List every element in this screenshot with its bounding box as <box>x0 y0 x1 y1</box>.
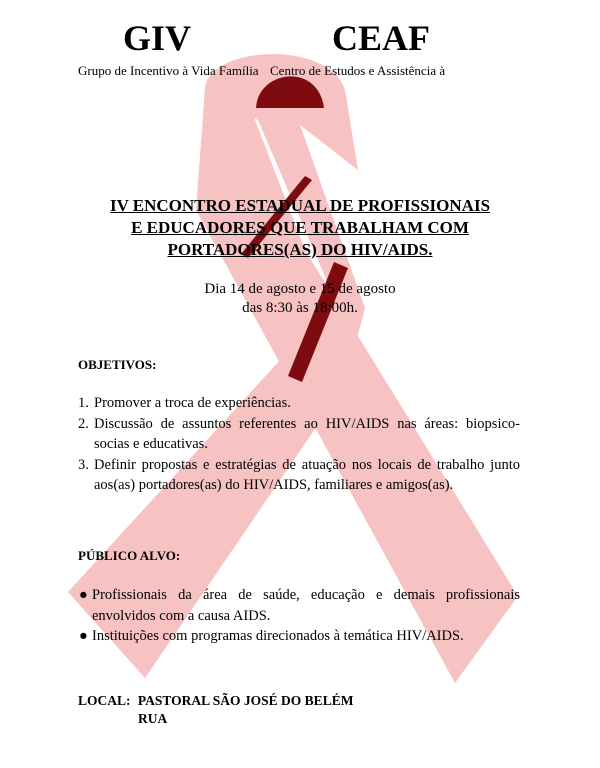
title-line: E EDUCADORES QUE TRABALHAM COM <box>131 218 469 237</box>
location-name: PASTORAL SÃO JOSÉ DO BELÉM <box>137 693 354 708</box>
audience-heading: PÚBLICO ALVO: <box>78 548 181 563</box>
title-line: PORTADORES(AS) DO HIV/AIDS. <box>167 240 433 259</box>
item-text: Profissionais da área de saúde, educação e demais profissionais envolvidos com a causa AIDS. <box>92 587 520 624</box>
bullet-icon: ● <box>79 587 88 603</box>
item-text: Instituições com programas direcionados à temática HIV/AIDS. <box>92 628 464 644</box>
location-label: LOCAL: <box>78 693 131 708</box>
list-item <box>78 414 520 455</box>
org-giv <box>78 20 268 80</box>
list-item <box>78 455 520 496</box>
event-dates <box>150 280 450 318</box>
item-number: 1. <box>78 395 89 411</box>
list-item <box>78 626 520 647</box>
org-giv-name: Grupo de Incentivo à Vida Família <box>78 63 259 78</box>
audience-list <box>78 585 520 647</box>
org-ceaf <box>270 20 500 80</box>
org-ceaf-acronym: CEAF <box>332 18 430 58</box>
location-street: RUA <box>138 711 168 726</box>
time-line: das 8:30 às 18:00h. <box>242 300 358 316</box>
title-line: IV ENCONTRO ESTADUAL DE PROFISSIONAIS <box>109 196 491 215</box>
list-item <box>78 393 520 414</box>
item-text: Discussão de assuntos referentes ao HIV/AIDS nas áreas: biopsico-socias e educativas. <box>94 415 520 452</box>
item-number: 2. <box>78 415 89 432</box>
org-giv-acronym: GIV <box>123 18 192 58</box>
item-text: Definir propostas e estratégias de atuação nos locais de trabalho junto aos(as) portadores(as) do HIV/AIDS, familiares e amigos(as). <box>94 456 520 493</box>
item-text: Promover a troca de experiências. <box>94 395 291 411</box>
objectives-list <box>78 393 520 496</box>
objectives-heading: OBJETIVOS: <box>78 357 157 372</box>
dates-line: Dia 14 de agosto e 15 de agosto <box>204 281 396 297</box>
bullet-icon: ● <box>79 628 88 644</box>
item-number: 3. <box>78 456 89 473</box>
list-item <box>78 585 520 626</box>
location-block <box>78 692 353 710</box>
org-ceaf-name: Centro de Estudos e Assistência à <box>270 63 446 78</box>
event-title <box>70 195 530 261</box>
